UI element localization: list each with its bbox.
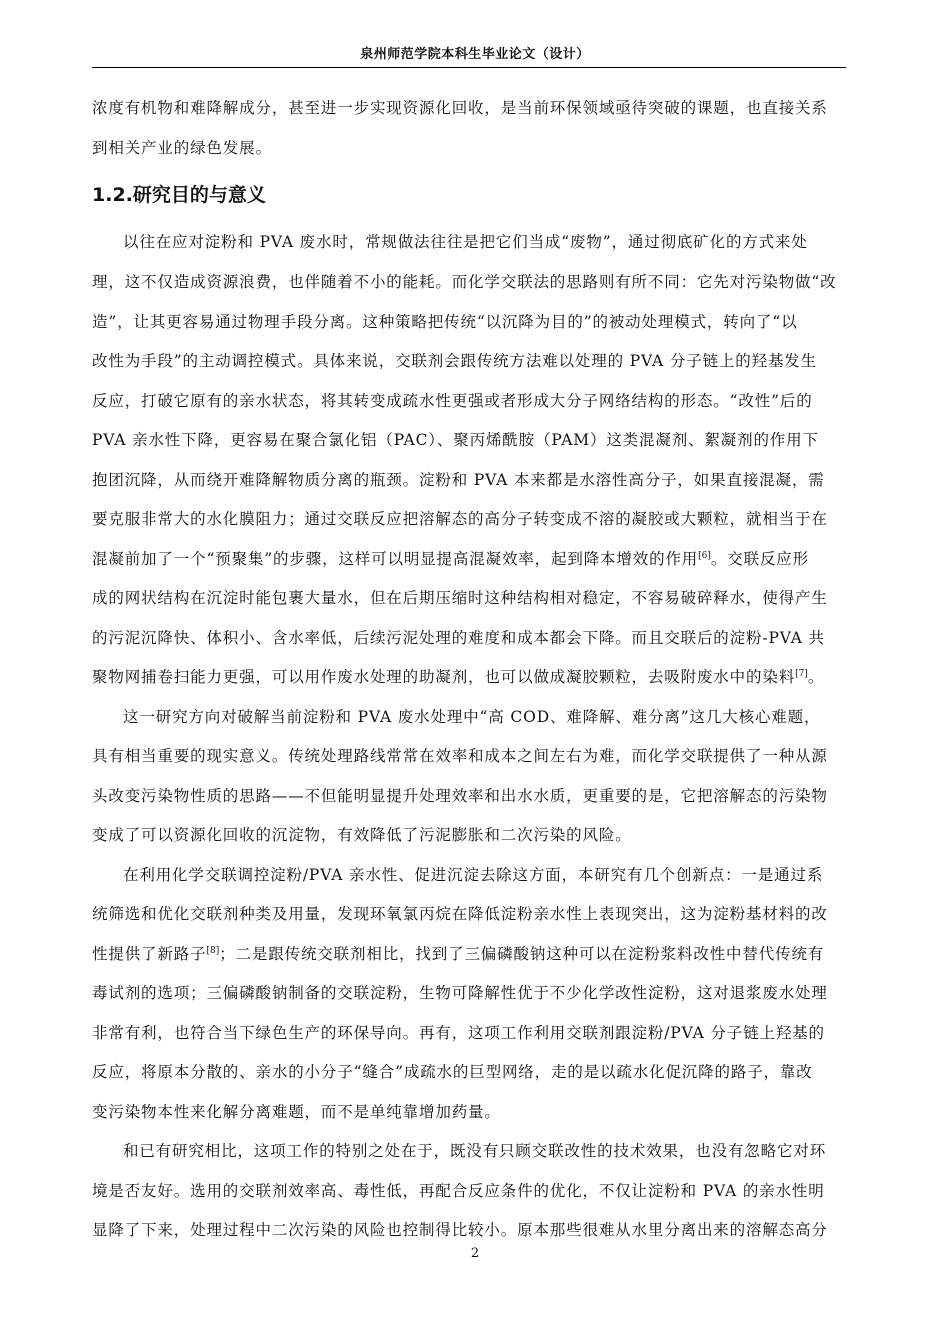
text-line: 成的网状结构在沉淀时能包裹大量水，但在后期压缩时这种结构相对稳定，不容易破碎释水，使得产生: [92, 589, 828, 607]
text-line: 要克服非常大的水化膜阻力；通过交联反应把溶解态的高分子转变成不溶的凝胶或大颗粒，就相当于在: [92, 510, 828, 528]
text-line: [92, 545, 838, 573]
text-line: PVA 亲水性下降，更容易在聚合氯化铝（PAC）、聚丙烯酰胺（PAM）这类混凝剂、絮凝剂的作用下: [92, 431, 819, 449]
citation-6[interactable]: [6]: [698, 550, 711, 561]
citation-8[interactable]: [8]: [206, 945, 220, 956]
text-line: 非常有利，也符合当下绿色生产的环保导向。再有，这项工作利用交联剂跟淀粉/PVA 分子链上羟基的: [92, 1024, 825, 1042]
text-line: 毒试剂的选项；三偏磷酸钠制备的交联淀粉，生物可降解性优于不少化学改性淀粉，这对退浆废水处理: [92, 984, 828, 1002]
text-segment: 。交联反应形: [710, 550, 810, 568]
text-line: 具有相当重要的现实意义。传统处理路线常常在效率和成本之间左右为难，而化学交联提供了一种从源: [92, 747, 828, 765]
text-line: 统筛选和优化交联剂种类及用量，发现环氧氯丙烷在降低淀粉亲水性上表现突出，这为淀粉基材料的改: [92, 905, 828, 923]
text-line: 的污泥沉降快、体积小、含水率低，后续污泥处理的难度和成本都会下降。而且交联后的淀粉-PVA 共: [92, 629, 825, 647]
text-segment: 聚物网捕卷扫能力更强，可以用作废水处理的助凝剂，也可以做成凝胶颗粒，去吸附废水中的染料: [92, 668, 796, 686]
text-line: [92, 940, 838, 968]
text-line: 反应，打破它原有的亲水状态，将其转变成疏水性更强或者形成大分子网络结构的形态。“改性”后的: [92, 392, 813, 410]
text-line: 抱团沉降，从而绕开难降解物质分离的瓶颈。淀粉和 PVA 本来都是水溶性高分子，如果直接混凝，需: [92, 471, 825, 489]
text-line: 变成了可以资源化回收的沉淀物，有效降低了污泥膨胀和二次污染的风险。: [92, 826, 632, 844]
text-line: 境是否友好。选用的交联剂效率高、毒性低，再配合反应条件的优化，不仅让淀粉和 PVA 的亲水性明: [92, 1182, 825, 1200]
running-header: 泉州师范学院本科生毕业论文（设计）: [360, 47, 590, 62]
page-number: 2: [470, 1246, 480, 1261]
text-line: 和已有研究相比，这项工作的特别之处在于，既没有只顾交联改性的技术效果，也没有忽略它对环: [123, 1142, 827, 1160]
text-line: 变污染物本性来化解分离难题，而不是单纯靠增加药量。: [92, 1103, 501, 1121]
text-line: 理，这不仅造成资源浪费，也伴随着不小的能耗。而化学交联法的思路则有所不同：它先对污染物做“改: [92, 273, 837, 291]
text-segment: 。: [807, 668, 825, 686]
text-line: 以往在应对淀粉和 PVA 废水时，常规做法往往是把它们当成“废物”，通过彻底矿化的方式来处: [123, 233, 808, 251]
text-line: 造”，让其更容易通过物理手段分离。这种策略把传统“以沉降为目的”的被动处理模式，转向了“以: [92, 313, 798, 331]
text-line: 到相关产业的绿色发展。: [92, 139, 272, 157]
header-rule: [92, 67, 846, 68]
text-line: 浓度有机物和难降解成分，甚至进一步实现资源化回收，是当前环保领域亟待突破的课题，也直接关系: [92, 99, 828, 117]
text-line: 在利用化学交联调控淀粉/PVA 亲水性、促进沉淀去除这方面，本研究有几个创新点：一是通过系: [123, 866, 824, 884]
text-line: 这一研究方向对破解当前淀粉和 PVA 废水处理中“高 COD、难降解、难分离”这几大核心难题，: [123, 708, 821, 726]
text-segment: ；二是跟传统交联剂相比，找到了三偏磷酸钠这种可以在淀粉浆料改性中替代传统有: [219, 945, 825, 963]
text-line: 改性为手段”的主动调控模式。具体来说，交联剂会跟传统方法难以处理的 PVA 分子链上的羟基发生: [92, 352, 817, 370]
section-heading: 1.2.研究目的与意义: [92, 184, 266, 206]
text-line: 显降了下来，处理过程中二次污染的风险也控制得比较小。原本那些很难从水里分离出来的溶解态高分: [92, 1221, 828, 1239]
text-segment: 混凝前加了一个“预聚集”的步骤，这样可以明显提高混凝效率，起到降本增效的作用: [92, 550, 699, 568]
text-line: 反应，将原本分散的、亲水的小分子“缝合”成疏水的巨型网络，走的是以疏水化促沉降的路子，靠改: [92, 1063, 813, 1081]
text-segment: 性提供了新路子: [92, 945, 207, 963]
citation-7[interactable]: [7]: [795, 668, 808, 679]
text-line: [92, 663, 838, 691]
text-line: 头改变污染物性质的思路——不但能明显提升处理效率和出水水质，更重要的是，它把溶解态的污染物: [92, 787, 828, 805]
